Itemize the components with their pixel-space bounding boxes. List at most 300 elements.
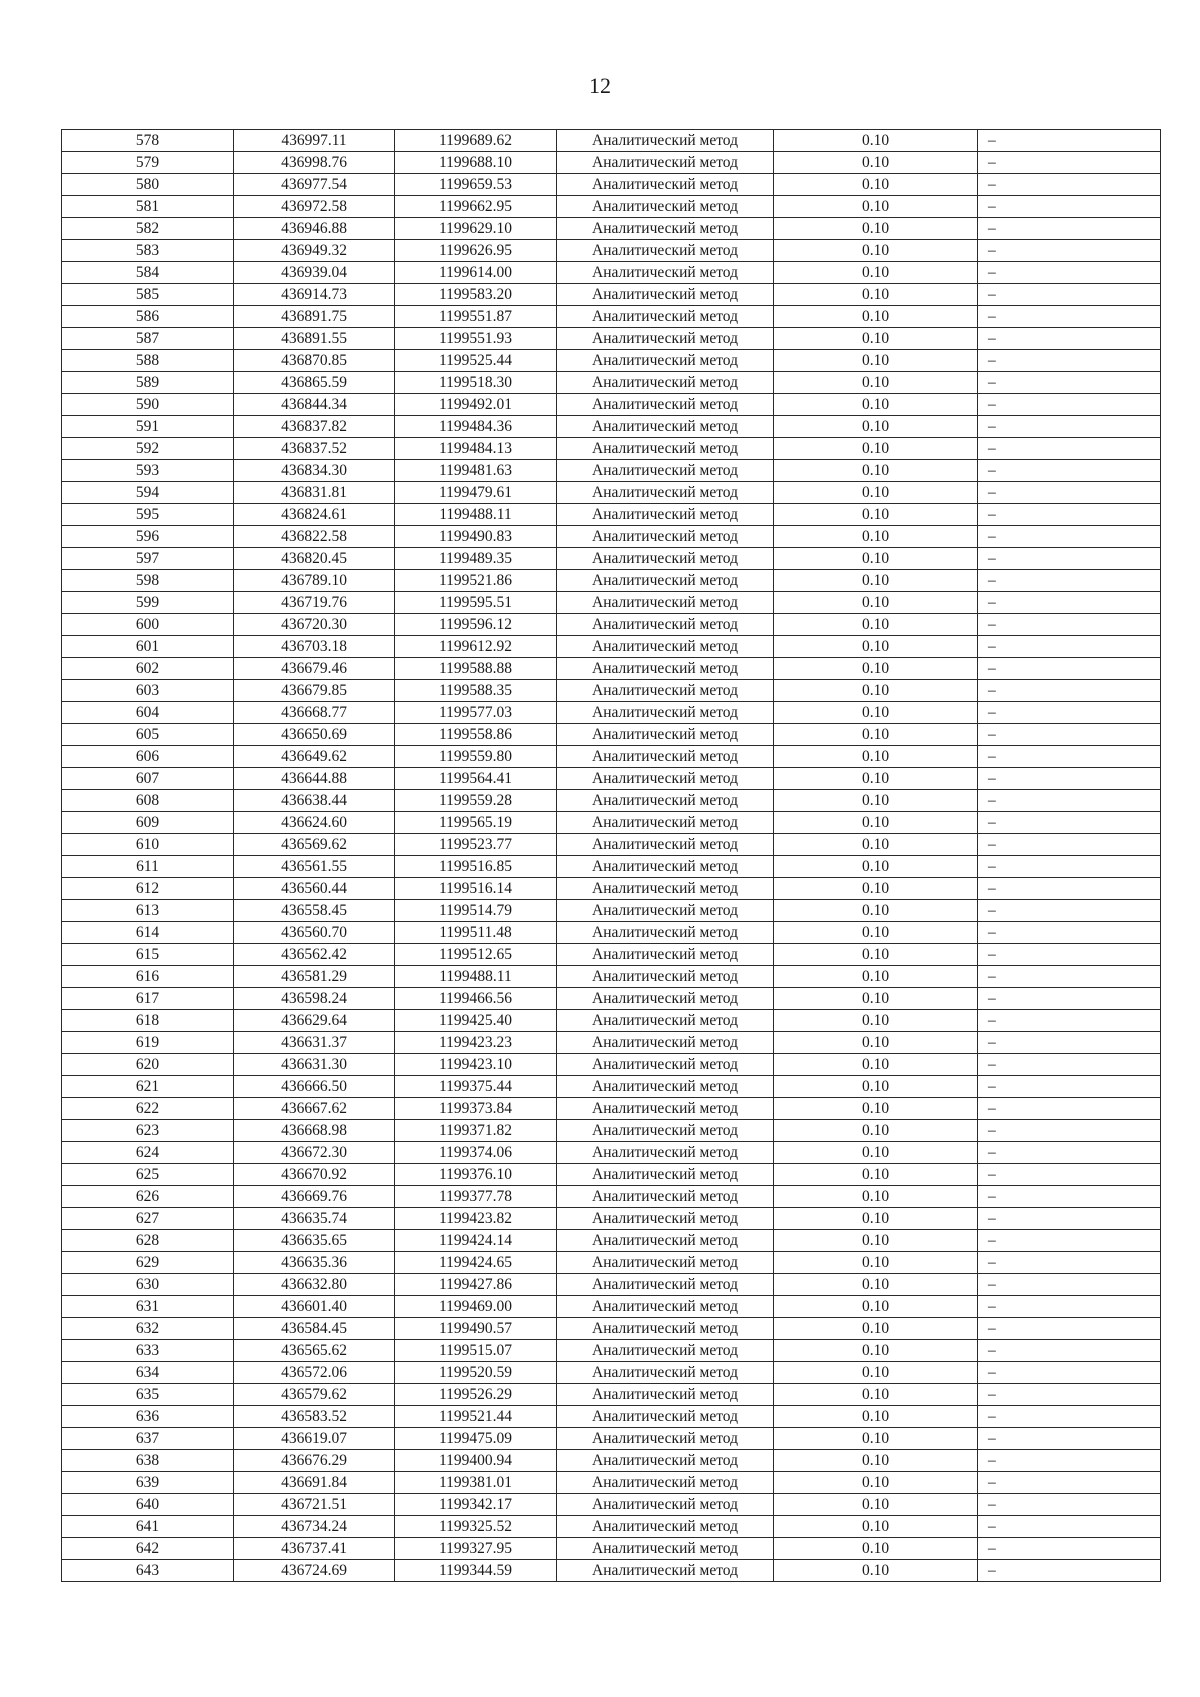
table-row bbox=[62, 240, 1161, 262]
y-coordinate-cell: 1199427.86 bbox=[395, 1274, 557, 1296]
y-coordinate-cell: 1199481.63 bbox=[395, 460, 557, 482]
table-row bbox=[62, 834, 1161, 856]
point-number-cell: 612 bbox=[62, 878, 234, 900]
note-cell: – bbox=[978, 1098, 1161, 1120]
table-row bbox=[62, 328, 1161, 350]
note-cell: – bbox=[978, 900, 1161, 922]
method-cell: Аналитический метод bbox=[557, 966, 774, 988]
note-cell: – bbox=[978, 1010, 1161, 1032]
method-cell: Аналитический метод bbox=[557, 922, 774, 944]
note-cell: – bbox=[978, 1538, 1161, 1560]
x-coordinate-cell: 436668.77 bbox=[234, 702, 395, 724]
note-cell: – bbox=[978, 416, 1161, 438]
method-cell: Аналитический метод bbox=[557, 1560, 774, 1582]
table-row bbox=[62, 174, 1161, 196]
x-coordinate-cell: 436820.45 bbox=[234, 548, 395, 570]
x-coordinate-cell: 436720.30 bbox=[234, 614, 395, 636]
method-cell: Аналитический метод bbox=[557, 1120, 774, 1142]
point-number-cell: 578 bbox=[62, 130, 234, 152]
x-coordinate-cell: 436914.73 bbox=[234, 284, 395, 306]
method-cell: Аналитический метод bbox=[557, 482, 774, 504]
table-row bbox=[62, 1538, 1161, 1560]
y-coordinate-cell: 1199327.95 bbox=[395, 1538, 557, 1560]
accuracy-cell: 0.10 bbox=[774, 746, 978, 768]
accuracy-cell: 0.10 bbox=[774, 944, 978, 966]
method-cell: Аналитический метод bbox=[557, 328, 774, 350]
method-cell: Аналитический метод bbox=[557, 768, 774, 790]
table-row bbox=[62, 658, 1161, 680]
method-cell: Аналитический метод bbox=[557, 834, 774, 856]
x-coordinate-cell: 436632.80 bbox=[234, 1274, 395, 1296]
y-coordinate-cell: 1199423.82 bbox=[395, 1208, 557, 1230]
table-row bbox=[62, 592, 1161, 614]
note-cell: – bbox=[978, 988, 1161, 1010]
y-coordinate-cell: 1199488.11 bbox=[395, 966, 557, 988]
table-row bbox=[62, 152, 1161, 174]
method-cell: Аналитический метод bbox=[557, 1340, 774, 1362]
y-coordinate-cell: 1199518.30 bbox=[395, 372, 557, 394]
y-coordinate-cell: 1199564.41 bbox=[395, 768, 557, 790]
x-coordinate-cell: 436719.76 bbox=[234, 592, 395, 614]
table-row bbox=[62, 1516, 1161, 1538]
table-row bbox=[62, 1318, 1161, 1340]
point-number-cell: 598 bbox=[62, 570, 234, 592]
point-number-cell: 607 bbox=[62, 768, 234, 790]
note-cell: – bbox=[978, 152, 1161, 174]
x-coordinate-cell: 436789.10 bbox=[234, 570, 395, 592]
point-number-cell: 642 bbox=[62, 1538, 234, 1560]
table-row bbox=[62, 702, 1161, 724]
table-row bbox=[62, 1098, 1161, 1120]
y-coordinate-cell: 1199526.29 bbox=[395, 1384, 557, 1406]
y-coordinate-cell: 1199612.92 bbox=[395, 636, 557, 658]
y-coordinate-cell: 1199523.77 bbox=[395, 834, 557, 856]
table-row bbox=[62, 680, 1161, 702]
method-cell: Аналитический метод bbox=[557, 1450, 774, 1472]
x-coordinate-cell: 436598.24 bbox=[234, 988, 395, 1010]
y-coordinate-cell: 1199565.19 bbox=[395, 812, 557, 834]
x-coordinate-cell: 436581.29 bbox=[234, 966, 395, 988]
note-cell: – bbox=[978, 394, 1161, 416]
method-cell: Аналитический метод bbox=[557, 1406, 774, 1428]
point-number-cell: 639 bbox=[62, 1472, 234, 1494]
x-coordinate-cell: 436666.50 bbox=[234, 1076, 395, 1098]
y-coordinate-cell: 1199489.35 bbox=[395, 548, 557, 570]
table-row bbox=[62, 1230, 1161, 1252]
accuracy-cell: 0.10 bbox=[774, 394, 978, 416]
table-row bbox=[62, 1296, 1161, 1318]
x-coordinate-cell: 436946.88 bbox=[234, 218, 395, 240]
accuracy-cell: 0.10 bbox=[774, 1208, 978, 1230]
y-coordinate-cell: 1199516.14 bbox=[395, 878, 557, 900]
point-number-cell: 641 bbox=[62, 1516, 234, 1538]
point-number-cell: 625 bbox=[62, 1164, 234, 1186]
x-coordinate-cell: 436837.52 bbox=[234, 438, 395, 460]
table-row bbox=[62, 1142, 1161, 1164]
accuracy-cell: 0.10 bbox=[774, 1098, 978, 1120]
point-number-cell: 601 bbox=[62, 636, 234, 658]
table-row bbox=[62, 614, 1161, 636]
x-coordinate-cell: 436737.41 bbox=[234, 1538, 395, 1560]
accuracy-cell: 0.10 bbox=[774, 1472, 978, 1494]
y-coordinate-cell: 1199521.44 bbox=[395, 1406, 557, 1428]
point-number-cell: 606 bbox=[62, 746, 234, 768]
method-cell: Аналитический метод bbox=[557, 1076, 774, 1098]
y-coordinate-cell: 1199514.79 bbox=[395, 900, 557, 922]
accuracy-cell: 0.10 bbox=[774, 1428, 978, 1450]
point-number-cell: 581 bbox=[62, 196, 234, 218]
y-coordinate-cell: 1199559.28 bbox=[395, 790, 557, 812]
x-coordinate-cell: 436565.62 bbox=[234, 1340, 395, 1362]
x-coordinate-cell: 436977.54 bbox=[234, 174, 395, 196]
method-cell: Аналитический метод bbox=[557, 570, 774, 592]
table-row bbox=[62, 130, 1161, 152]
y-coordinate-cell: 1199551.87 bbox=[395, 306, 557, 328]
point-number-cell: 630 bbox=[62, 1274, 234, 1296]
x-coordinate-cell: 436679.46 bbox=[234, 658, 395, 680]
point-number-cell: 609 bbox=[62, 812, 234, 834]
note-cell: – bbox=[978, 1362, 1161, 1384]
table-row bbox=[62, 548, 1161, 570]
table-row bbox=[62, 1450, 1161, 1472]
point-number-cell: 586 bbox=[62, 306, 234, 328]
y-coordinate-cell: 1199688.10 bbox=[395, 152, 557, 174]
table-row bbox=[62, 966, 1161, 988]
x-coordinate-cell: 436624.60 bbox=[234, 812, 395, 834]
point-number-cell: 616 bbox=[62, 966, 234, 988]
page-number: 12 bbox=[589, 73, 611, 98]
method-cell: Аналитический метод bbox=[557, 790, 774, 812]
method-cell: Аналитический метод bbox=[557, 1472, 774, 1494]
point-number-cell: 580 bbox=[62, 174, 234, 196]
x-coordinate-cell: 436670.92 bbox=[234, 1164, 395, 1186]
x-coordinate-cell: 436635.65 bbox=[234, 1230, 395, 1252]
accuracy-cell: 0.10 bbox=[774, 284, 978, 306]
x-coordinate-cell: 436650.69 bbox=[234, 724, 395, 746]
note-cell: – bbox=[978, 1450, 1161, 1472]
y-coordinate-cell: 1199516.85 bbox=[395, 856, 557, 878]
note-cell: – bbox=[978, 1428, 1161, 1450]
x-coordinate-cell: 436561.55 bbox=[234, 856, 395, 878]
table-row bbox=[62, 1120, 1161, 1142]
method-cell: Аналитический метод bbox=[557, 1208, 774, 1230]
point-number-cell: 621 bbox=[62, 1076, 234, 1098]
y-coordinate-cell: 1199484.36 bbox=[395, 416, 557, 438]
method-cell: Аналитический метод bbox=[557, 746, 774, 768]
method-cell: Аналитический метод bbox=[557, 680, 774, 702]
point-number-cell: 629 bbox=[62, 1252, 234, 1274]
accuracy-cell: 0.10 bbox=[774, 1516, 978, 1538]
y-coordinate-cell: 1199490.83 bbox=[395, 526, 557, 548]
y-coordinate-cell: 1199423.10 bbox=[395, 1054, 557, 1076]
y-coordinate-cell: 1199490.57 bbox=[395, 1318, 557, 1340]
point-number-cell: 597 bbox=[62, 548, 234, 570]
y-coordinate-cell: 1199469.00 bbox=[395, 1296, 557, 1318]
accuracy-cell: 0.10 bbox=[774, 306, 978, 328]
x-coordinate-cell: 436560.70 bbox=[234, 922, 395, 944]
y-coordinate-cell: 1199595.51 bbox=[395, 592, 557, 614]
y-coordinate-cell: 1199466.56 bbox=[395, 988, 557, 1010]
x-coordinate-cell: 436997.11 bbox=[234, 130, 395, 152]
note-cell: – bbox=[978, 790, 1161, 812]
y-coordinate-cell: 1199374.06 bbox=[395, 1142, 557, 1164]
accuracy-cell: 0.10 bbox=[774, 592, 978, 614]
accuracy-cell: 0.10 bbox=[774, 526, 978, 548]
method-cell: Аналитический метод bbox=[557, 1098, 774, 1120]
accuracy-cell: 0.10 bbox=[774, 1164, 978, 1186]
y-coordinate-cell: 1199558.86 bbox=[395, 724, 557, 746]
y-coordinate-cell: 1199423.23 bbox=[395, 1032, 557, 1054]
x-coordinate-cell: 436631.30 bbox=[234, 1054, 395, 1076]
method-cell: Аналитический метод bbox=[557, 460, 774, 482]
note-cell: – bbox=[978, 614, 1161, 636]
point-number-cell: 635 bbox=[62, 1384, 234, 1406]
point-number-cell: 628 bbox=[62, 1230, 234, 1252]
point-number-cell: 617 bbox=[62, 988, 234, 1010]
point-number-cell: 643 bbox=[62, 1560, 234, 1582]
y-coordinate-cell: 1199344.59 bbox=[395, 1560, 557, 1582]
note-cell: – bbox=[978, 768, 1161, 790]
method-cell: Аналитический метод bbox=[557, 394, 774, 416]
point-number-cell: 589 bbox=[62, 372, 234, 394]
table-row bbox=[62, 1054, 1161, 1076]
point-number-cell: 602 bbox=[62, 658, 234, 680]
y-coordinate-cell: 1199511.48 bbox=[395, 922, 557, 944]
x-coordinate-cell: 436939.04 bbox=[234, 262, 395, 284]
note-cell: – bbox=[978, 1054, 1161, 1076]
note-cell: – bbox=[978, 526, 1161, 548]
method-cell: Аналитический метод bbox=[557, 1362, 774, 1384]
accuracy-cell: 0.10 bbox=[774, 614, 978, 636]
note-cell: – bbox=[978, 702, 1161, 724]
table-row bbox=[62, 372, 1161, 394]
table-row bbox=[62, 1406, 1161, 1428]
method-cell: Аналитический метод bbox=[557, 1142, 774, 1164]
point-number-cell: 603 bbox=[62, 680, 234, 702]
note-cell: – bbox=[978, 812, 1161, 834]
x-coordinate-cell: 436822.58 bbox=[234, 526, 395, 548]
table-row bbox=[62, 1252, 1161, 1274]
point-number-cell: 590 bbox=[62, 394, 234, 416]
coordinates-table bbox=[61, 129, 1161, 1582]
x-coordinate-cell: 436972.58 bbox=[234, 196, 395, 218]
table-row bbox=[62, 944, 1161, 966]
point-number-cell: 600 bbox=[62, 614, 234, 636]
accuracy-cell: 0.10 bbox=[774, 856, 978, 878]
note-cell: – bbox=[978, 482, 1161, 504]
coordinates-table-body bbox=[62, 130, 1161, 1582]
note-cell: – bbox=[978, 1406, 1161, 1428]
point-number-cell: 610 bbox=[62, 834, 234, 856]
accuracy-cell: 0.10 bbox=[774, 1186, 978, 1208]
x-coordinate-cell: 436584.45 bbox=[234, 1318, 395, 1340]
table-row bbox=[62, 284, 1161, 306]
accuracy-cell: 0.10 bbox=[774, 966, 978, 988]
point-number-cell: 638 bbox=[62, 1450, 234, 1472]
y-coordinate-cell: 1199626.95 bbox=[395, 240, 557, 262]
y-coordinate-cell: 1199375.44 bbox=[395, 1076, 557, 1098]
note-cell: – bbox=[978, 1186, 1161, 1208]
note-cell: – bbox=[978, 548, 1161, 570]
y-coordinate-cell: 1199492.01 bbox=[395, 394, 557, 416]
accuracy-cell: 0.10 bbox=[774, 416, 978, 438]
table-row bbox=[62, 482, 1161, 504]
note-cell: – bbox=[978, 240, 1161, 262]
accuracy-cell: 0.10 bbox=[774, 372, 978, 394]
x-coordinate-cell: 436721.51 bbox=[234, 1494, 395, 1516]
point-number-cell: 614 bbox=[62, 922, 234, 944]
y-coordinate-cell: 1199475.09 bbox=[395, 1428, 557, 1450]
point-number-cell: 618 bbox=[62, 1010, 234, 1032]
y-coordinate-cell: 1199662.95 bbox=[395, 196, 557, 218]
table-row bbox=[62, 790, 1161, 812]
accuracy-cell: 0.10 bbox=[774, 1406, 978, 1428]
x-coordinate-cell: 436998.76 bbox=[234, 152, 395, 174]
point-number-cell: 624 bbox=[62, 1142, 234, 1164]
accuracy-cell: 0.10 bbox=[774, 350, 978, 372]
table-row bbox=[62, 350, 1161, 372]
method-cell: Аналитический метод bbox=[557, 658, 774, 680]
table-row bbox=[62, 988, 1161, 1010]
note-cell: – bbox=[978, 460, 1161, 482]
x-coordinate-cell: 436631.37 bbox=[234, 1032, 395, 1054]
point-number-cell: 592 bbox=[62, 438, 234, 460]
accuracy-cell: 0.10 bbox=[774, 1450, 978, 1472]
y-coordinate-cell: 1199424.14 bbox=[395, 1230, 557, 1252]
y-coordinate-cell: 1199424.65 bbox=[395, 1252, 557, 1274]
note-cell: – bbox=[978, 504, 1161, 526]
x-coordinate-cell: 436619.07 bbox=[234, 1428, 395, 1450]
accuracy-cell: 0.10 bbox=[774, 922, 978, 944]
method-cell: Аналитический метод bbox=[557, 1428, 774, 1450]
y-coordinate-cell: 1199525.44 bbox=[395, 350, 557, 372]
accuracy-cell: 0.10 bbox=[774, 702, 978, 724]
table-row bbox=[62, 878, 1161, 900]
point-number-cell: 637 bbox=[62, 1428, 234, 1450]
point-number-cell: 615 bbox=[62, 944, 234, 966]
y-coordinate-cell: 1199551.93 bbox=[395, 328, 557, 350]
table-row bbox=[62, 262, 1161, 284]
point-number-cell: 632 bbox=[62, 1318, 234, 1340]
x-coordinate-cell: 436635.74 bbox=[234, 1208, 395, 1230]
accuracy-cell: 0.10 bbox=[774, 1560, 978, 1582]
table-row bbox=[62, 856, 1161, 878]
accuracy-cell: 0.10 bbox=[774, 504, 978, 526]
y-coordinate-cell: 1199515.07 bbox=[395, 1340, 557, 1362]
note-cell: – bbox=[978, 1274, 1161, 1296]
accuracy-cell: 0.10 bbox=[774, 1538, 978, 1560]
method-cell: Аналитический метод bbox=[557, 702, 774, 724]
table-row bbox=[62, 1208, 1161, 1230]
y-coordinate-cell: 1199325.52 bbox=[395, 1516, 557, 1538]
accuracy-cell: 0.10 bbox=[774, 196, 978, 218]
accuracy-cell: 0.10 bbox=[774, 328, 978, 350]
note-cell: – bbox=[978, 218, 1161, 240]
accuracy-cell: 0.10 bbox=[774, 1142, 978, 1164]
accuracy-cell: 0.10 bbox=[774, 570, 978, 592]
y-coordinate-cell: 1199371.82 bbox=[395, 1120, 557, 1142]
accuracy-cell: 0.10 bbox=[774, 636, 978, 658]
x-coordinate-cell: 436649.62 bbox=[234, 746, 395, 768]
note-cell: – bbox=[978, 1494, 1161, 1516]
x-coordinate-cell: 436691.84 bbox=[234, 1472, 395, 1494]
x-coordinate-cell: 436734.24 bbox=[234, 1516, 395, 1538]
x-coordinate-cell: 436667.62 bbox=[234, 1098, 395, 1120]
table-row bbox=[62, 416, 1161, 438]
accuracy-cell: 0.10 bbox=[774, 900, 978, 922]
method-cell: Аналитический метод bbox=[557, 350, 774, 372]
point-number-cell: 626 bbox=[62, 1186, 234, 1208]
note-cell: – bbox=[978, 1252, 1161, 1274]
note-cell: – bbox=[978, 1032, 1161, 1054]
method-cell: Аналитический метод bbox=[557, 1010, 774, 1032]
point-number-cell: 608 bbox=[62, 790, 234, 812]
method-cell: Аналитический метод bbox=[557, 724, 774, 746]
y-coordinate-cell: 1199659.53 bbox=[395, 174, 557, 196]
note-cell: – bbox=[978, 878, 1161, 900]
point-number-cell: 604 bbox=[62, 702, 234, 724]
table-row bbox=[62, 1384, 1161, 1406]
accuracy-cell: 0.10 bbox=[774, 1274, 978, 1296]
x-coordinate-cell: 436724.69 bbox=[234, 1560, 395, 1582]
accuracy-cell: 0.10 bbox=[774, 240, 978, 262]
note-cell: – bbox=[978, 680, 1161, 702]
point-number-cell: 596 bbox=[62, 526, 234, 548]
x-coordinate-cell: 436865.59 bbox=[234, 372, 395, 394]
accuracy-cell: 0.10 bbox=[774, 1054, 978, 1076]
method-cell: Аналитический метод bbox=[557, 1516, 774, 1538]
x-coordinate-cell: 436676.29 bbox=[234, 1450, 395, 1472]
x-coordinate-cell: 436601.40 bbox=[234, 1296, 395, 1318]
accuracy-cell: 0.10 bbox=[774, 460, 978, 482]
table-row bbox=[62, 746, 1161, 768]
point-number-cell: 613 bbox=[62, 900, 234, 922]
method-cell: Аналитический метод bbox=[557, 1318, 774, 1340]
x-coordinate-cell: 436949.32 bbox=[234, 240, 395, 262]
accuracy-cell: 0.10 bbox=[774, 724, 978, 746]
x-coordinate-cell: 436891.55 bbox=[234, 328, 395, 350]
note-cell: – bbox=[978, 658, 1161, 680]
method-cell: Аналитический метод bbox=[557, 1538, 774, 1560]
note-cell: – bbox=[978, 1164, 1161, 1186]
table-row bbox=[62, 636, 1161, 658]
accuracy-cell: 0.10 bbox=[774, 988, 978, 1010]
method-cell: Аналитический метод bbox=[557, 1296, 774, 1318]
accuracy-cell: 0.10 bbox=[774, 548, 978, 570]
note-cell: – bbox=[978, 328, 1161, 350]
y-coordinate-cell: 1199400.94 bbox=[395, 1450, 557, 1472]
note-cell: – bbox=[978, 636, 1161, 658]
method-cell: Аналитический метод bbox=[557, 1186, 774, 1208]
x-coordinate-cell: 436638.44 bbox=[234, 790, 395, 812]
table-row bbox=[62, 1164, 1161, 1186]
table-row bbox=[62, 900, 1161, 922]
y-coordinate-cell: 1199629.10 bbox=[395, 218, 557, 240]
table-row bbox=[62, 196, 1161, 218]
note-cell: – bbox=[978, 438, 1161, 460]
y-coordinate-cell: 1199488.11 bbox=[395, 504, 557, 526]
note-cell: – bbox=[978, 1076, 1161, 1098]
note-cell: – bbox=[978, 1142, 1161, 1164]
method-cell: Аналитический метод bbox=[557, 306, 774, 328]
table-row bbox=[62, 1274, 1161, 1296]
y-coordinate-cell: 1199583.20 bbox=[395, 284, 557, 306]
method-cell: Аналитический метод bbox=[557, 856, 774, 878]
point-number-cell: 585 bbox=[62, 284, 234, 306]
x-coordinate-cell: 436629.64 bbox=[234, 1010, 395, 1032]
point-number-cell: 584 bbox=[62, 262, 234, 284]
accuracy-cell: 0.10 bbox=[774, 1340, 978, 1362]
